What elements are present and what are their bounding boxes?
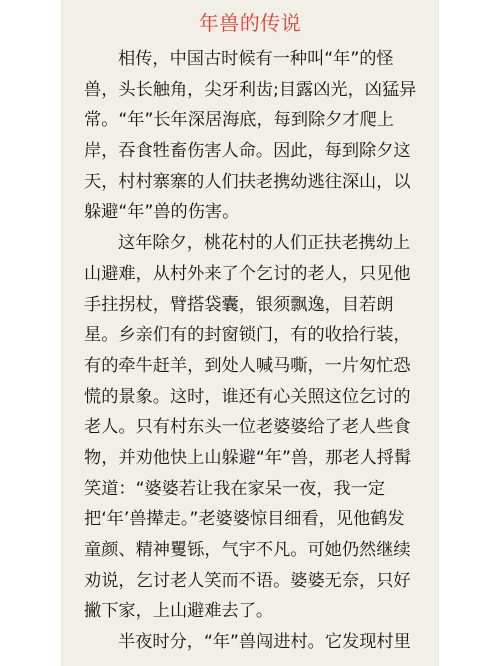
text-line: 慌的景象。这时，谁还有心关照这位乞讨的 [84,386,411,407]
article-title: 年兽的传说 [198,11,302,35]
text-line: 这年除夕，桃花村的人们正扶老携幼上 [118,233,411,254]
text-line: 把‘年’兽撵走。”老婆婆惊目细看，见他鹤发 [84,509,405,530]
text-line: 撇下家，上山避难去了。 [84,601,274,622]
text-line: 笑道：“婆婆若让我在家呆一夜，我一定 [84,478,386,499]
text-line: 兽，头长触角，尖牙利齿;目露凶光，凶猛异 [84,79,417,100]
text-line: 半夜时分，“年”兽闯进村。它发现村里 [118,632,411,653]
text-line: 星。乡亲们有的封窗锁门，有的收拾行装， [84,325,411,346]
text-line: 天，村村寨寨的人们扶老携幼逃往深山，以 [84,171,411,192]
text-line: 常。“年”长年深居海底，每到除夕才爬上 [84,110,394,131]
article-body [84,44,424,658]
text-line: 劝说，乞讨老人笑而不语。婆婆无奈，只好 [84,570,411,591]
text-line: 岸，吞食牲畜伤害人命。因此，每到除夕这 [84,141,411,162]
text-line: 山避难，从村外来了个乞讨的老人，只见他 [84,263,411,284]
text-line: 物，并劝他快上山躲避“年”兽，那老人捋髯 [84,447,412,468]
text-line: 手拄拐杖，臂搭袋囊，银须飘逸，目若朗 [84,294,394,315]
text-line: 躲避“年”兽的伤害。 [84,202,240,223]
text-line: 老人。只有村东头一位老婆婆给了老人些食 [84,417,411,438]
text-line: 有的牵牛赶羊，到处人喊马嘶，一片匆忙恐 [84,355,411,376]
text-line: 相传，中国古时候有一种叫“年”的怪 [118,49,394,69]
text-line: 童颜、精神矍铄，气宇不凡。可她仍然继续 [84,540,411,560]
